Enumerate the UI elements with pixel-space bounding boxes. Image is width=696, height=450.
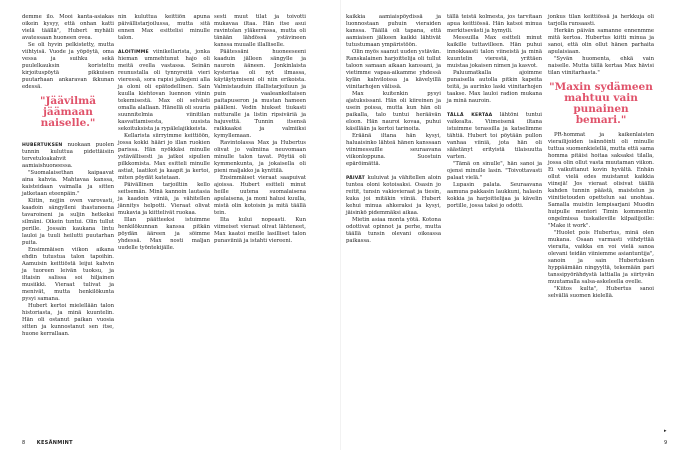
- article-paragraph: [447, 112, 542, 161]
- article-paragraph: [447, 161, 542, 182]
- article-paragraph: [548, 286, 654, 300]
- article-paragraph: [346, 49, 441, 91]
- paragraph-text: nin kuluttua keittiön apuna päivällistarjoilussa, mutta sitä ennen Max esittelisi minulle talon.: [118, 14, 210, 41]
- article-paragraph: [346, 133, 441, 168]
- article-paragraph: [22, 198, 114, 247]
- article-paragraph: [346, 91, 441, 133]
- paragraph-lead-in: ALOITIMME: [118, 50, 149, 55]
- paragraph-text: Kiitin, nojjin oven varovasti, kaadoin sängylleni ihastuneena tavaroineni ja suljin hetkeksi silmäni. Oikein tuntui. Olin tullut perille. Jossain kaukana lintu lauloi ja tuuli heilutti puutarhan puita.: [22, 198, 114, 247]
- paragraph-text: "Suomalaisethan kaipaavat aina kahvia. Mahtavaa kanssa, kaisteidaan vaimalla ja sitten jatketaan eteenpäin.": [22, 170, 114, 198]
- paragraph-text: Se oli hyvin pelkistetty, mutta viihtyisä. Vuode ja yöpöytä, oma vessa ja suihku sekä puulelkauksin koristeltu kirjoituspöytä pikkuisen puutarhaan ankaravan ikkunan edessä.: [22, 42, 114, 90]
- page-number-right: 9: [664, 440, 668, 446]
- continue-arrow-icon: ▸: [664, 428, 667, 434]
- article-paragraph: [22, 247, 114, 303]
- paragraph-text: Mietin asiaa monta yötä. Kotona odottivat opinnot ja perhe, mutta täällä tunsin olevani oikeassa paikassa.: [346, 217, 441, 244]
- pull-quote-left: "Jäävilmä jäämaan naiselle.": [39, 95, 97, 130]
- article-paragraph: [548, 14, 654, 28]
- article-column-3: [214, 14, 306, 245]
- article-paragraph: [22, 14, 114, 42]
- paragraph-lead-in: PÄIVÄT: [346, 176, 365, 181]
- article-column-6: [548, 14, 654, 300]
- article-column-5: [447, 14, 542, 210]
- article-paragraph: [447, 35, 542, 70]
- article-column-2: [118, 14, 210, 252]
- paragraph-text: kuluivat ja vähitellen aloin tuntea oloni kotoisaksi. Osasin jo reitit, tunsin vakiovieraat ja tiesin, kuka joi mitäkin viiniä. Hubert kehui minua ahkeraksi ja kysyi, jäisinkö pidemmäksi aikaa.: [346, 175, 441, 216]
- paragraph-text: Paluumatkalla ajoimme punaisella autolla pitkin kapeita teitä, ja aurinko laski viinitarhojen taakse. Max lauloi radion mukana ja minä nauroin.: [447, 70, 542, 104]
- article-paragraph: [346, 217, 441, 245]
- article-column-1: [22, 14, 114, 338]
- paragraph-gap: [118, 42, 210, 49]
- article-paragraph: [548, 132, 654, 230]
- article-paragraph: [346, 175, 441, 217]
- paragraph-text: viinikellarista, jonka hieman ummehtunut hajo oli meitä ovella vastassa. Seinän reunustalla oli tynnyreitä vieri vieressä, sora rapisi jalkojeni alla ja oloni oli epätodellinen. Sain kuulla kiehtovan luennon viinin tekemisestä. Max oli selvästi omalla alallaan. Hänellä oli suuria suunnitelmia viinitilan kasvattamisesta, uusista sekoituksista ja rypälelajikkeista.: [118, 49, 210, 132]
- paragraph-text: Päivällinen tarjoiltiin kello seitsemän. Minä kannoin lautasia ja kaadoin viiniä, ja vähitellen jännitys helpotti. Vieraat olivat mukavia ja kiittelivät ruokaa.: [118, 182, 210, 216]
- paragraph-text: Max kuitenkin pysyi ajatuksissani. Hän oli kiireinen ja usein poissa, mutta kun hän oli paikalla, talo tuntui heräävän eloon. Hän nauroi kovaa, puhui käsillään ja kertoi tarinoita.: [346, 91, 441, 132]
- article-paragraph: [214, 140, 306, 175]
- article-paragraph: [118, 133, 210, 182]
- article-paragraph: [548, 230, 654, 286]
- page-number-left: 8: [22, 440, 26, 446]
- article-paragraph: [22, 303, 114, 338]
- article-paragraph: [214, 49, 306, 140]
- article-paragraph: [447, 14, 542, 35]
- paragraph-text: Ensimmäisen viikon aikana ehdin tutustua talon tapoihin. Aamuisin keittiöstä leijui kahvin ja tuoreen leivän tuoksu, ja iltaisin salissa soi hiljainen musiikki. Vieraat tulivat ja menivät, mutta henkilökunta pysyi samana.: [22, 247, 114, 303]
- paragraph-text: Eräänä iltana hän kysyi, haluaisinko lähteä hänen kanssaan viinimessuille seuraavana viikonloppuna. Suostuin epäröimättä.: [346, 133, 441, 167]
- article-paragraph: [214, 14, 306, 49]
- paragraph-gap: [447, 105, 542, 112]
- folio-left: [22, 440, 73, 446]
- paragraph-text: Päätessäni huoneeseeni kaaduin jälleen sängylle ja nauroin ääneen. Jonkinlaista kysteriaa oli nyt ilmassa, käytäytymiseni oli niin erikoista. Valmistauduin illallistarjoiluun ja puin vaaleankeltaisen paitapuseron ja mustan hameen päälleni. Vedin hiukset tiukasti nutturalle ja listin ripsiväriä ja hajuvettä. Tunnin itsensä raikkaaksi ja valmiiksi kymyllemaan.: [214, 49, 306, 139]
- paragraph-gap: [22, 135, 114, 142]
- page-gutter: [340, 0, 341, 450]
- paragraph-text: Olin myös saanut uuden ystävän. Ranskalainen harjoittelija oli tullut taloon samaan aikaan kanssani, ja vietimme vapaa-aikamme yhdessä kylän kahviloissa ja kävelyillä viinitarhojen välissä.: [346, 49, 441, 90]
- paragraph-text: Messuilla Max esitteli minut kaikille tuttavilleen. Hän puhui innokkaasti talon viineistä ja minä kuuntelin vierestä, yrittäen muistaa jokaisen nimen ja kasvot.: [447, 35, 542, 69]
- article-paragraph: [22, 142, 114, 170]
- paragraph-text: Ravintolassa Max ja Hubertus olivat jo valmiina neuvomaan minulle talon tavat. Pöytiä oli kymmenkunta, ja jokaisella oli pieni maljakko ja kynttilä.: [214, 140, 306, 174]
- paragraph-text: Ensimmäiset vieraat saapuivat ajoissa. Hubert esitteli minut heille uutena suomalaisena apulaisena, ja moni halusi kuulla, mistä olin kotoisin ja mitä täällä tein.: [214, 175, 306, 216]
- paragraph-text: tällä teistä kolmesta, jos tarvitaan apua keittiössä. Hän katsoi minua merkitsevästi ja hymyili.: [447, 14, 542, 34]
- paragraph-text: "Huolet pois Hubertus, minä olen mukana. Osaan varmasti viihdyttää vieraita, vaikka en voi vielä sanoa olevani teidän viiniemme asiantuntija", sanoin ja sain Hubertuksen hyppäämään ningyyltä, tekemään pari tanssipyörähdystä lattialla ja siirtyvän muutamalla salsa-askeleella ovelle.: [548, 230, 654, 286]
- article-paragraph: [118, 14, 210, 42]
- article-paragraph: [118, 182, 210, 217]
- section-name: KESÄNMINT: [36, 440, 73, 446]
- paragraph-text: "Kiitos kulta", Hubertus sanoi selvällä suomen kielellä.: [548, 286, 654, 300]
- paragraph-text: demme ilo. Mooi kanta-asiakas oikein kysyy, että onhan katti vielä täällä", Hubert myhäili avatessaan huoneen ovea.: [22, 14, 114, 41]
- article-paragraph: [118, 217, 210, 252]
- paragraph-text: PR-hommat ja kaikenlaisten vierailijoiden isännöinti oli minulle tuttua suomenkielellä, mutta että sama homma pitäisi hoitaa saksaksi tilalla, jossa olin ollut vasta muutaman viikon. Ei vaikuttanut kovin hyvältä. Enhän ollut vielä edes muistanut kaikkia viinejä! Jos vieraat olisivat täällä kahden tunnin päästä, maistelun ja viinitietouden opettelun sai unohtaa. Samalla muistin lempisarjani Muodin huipulle mentori Timin kommentin ongelmissa tuskaileville kilpailijoille: "Make it work".: [548, 132, 654, 230]
- paragraph-text: "Tämä on sinulle", hän sanoi ja ojensi minulle lasin. "Toivottavasti palaat vielä.": [447, 161, 542, 181]
- paragraph-text: Kellarista siirryimme keittiöön, jossa kokki hääri jo illan ruokien parissa. Hän nyökkäsi minulle ystävällisesti ja jatkoi sipulien pilkkomista. Max esitteli minulle astiat, laatikot ja kaapit ja kertoi, miten pöydät katetaan.: [118, 133, 210, 181]
- paragraph-lead-in: TÄLLÄ KERTAA: [447, 113, 493, 118]
- paragraph-gap: [346, 168, 441, 175]
- paragraph-text: Lupasin palata. Seuraavana aamuna pakkasin laukkuni, halasin kokkia ja harjoittelijaa ja kävelin portille, jossa taksi jo odotti.: [447, 182, 542, 209]
- article-paragraph: [548, 28, 654, 56]
- paragraph-text: nuokaan puolen tunnin kuluttua pidettäisiin tervetuloakahvit aamiaishuoneessa.: [22, 142, 114, 170]
- paragraph-text: jonkus tilan keittiössä ja herkkuja oli tarjolla runsaasti.: [548, 14, 654, 27]
- article-paragraph: [548, 56, 654, 77]
- article-paragraph: [214, 217, 306, 245]
- article-paragraph: [447, 182, 542, 210]
- article-paragraph: [118, 49, 210, 133]
- paragraph-text: Illan päätteeksi istuimme henkilökunnan kanssa pitkän pöydän ääreen ja söimme yhdessä. Max nosti maljan uudelle työntekijälle.: [118, 217, 210, 251]
- paragraph-lead-in: HUBERTUKSEN: [22, 143, 63, 149]
- paragraph-text: Hubert kertoi mielellään talon historiasta, ja minä kuuntelin. Hän oli ostanut paikan vuosia sitten ja kunnostanut sen itse, huone kerrallaan.: [22, 303, 114, 338]
- paragraph-text: Ilta kului nopeasti. Kun viimeiset vieraat olivat lähteneet, Max kaatoi meille lasilliset talon punaviiniä ja istahti viereeni.: [214, 217, 306, 244]
- pull-quote-right: "Maxin sydämeen mahtuu vain punainen bemari.": [549, 81, 653, 127]
- article-paragraph: [214, 175, 306, 217]
- article-paragraph: [22, 170, 114, 198]
- paragraph-text: kaikkia aamiaispöydissä ja luonnostaan puhuin vieraiden kanssa. Täällä oli tapana, että aamiaisen jälkeen kaikki lähtivät tutustumaan ympäristöön.: [346, 14, 441, 48]
- paragraph-text: lähtöni tuntui vaikealta. Viimeisenä iltana istuimme terassilla ja katselimme tähtiä. Hubert toi pöytään pullon vanhaa viiniä, jota hän oli säästänyt erityistä tilaisuutta varten.: [447, 112, 543, 160]
- article-column-4: [346, 14, 441, 245]
- article-paragraph: [447, 70, 542, 105]
- article-paragraph: [22, 42, 114, 91]
- paragraph-text: Herkän päivän samanne ennenmme mitä kertoa. Hubertus kiitti minua ja sanoi, että olin ollut hänen parhaita apulaisiaan.: [548, 28, 654, 55]
- article-paragraph: [346, 14, 441, 49]
- paragraph-text: "Syvän huomenta, ehkä vain naiselle. Mutta tällä kertaa Max hävisi tilan viinitarhasta.": [548, 56, 654, 76]
- paragraph-text: sesti muut tilat ja toivotti mukavaa iltaa. Hän itse asui ravintolan yläkerrassa, mutta oli tänään lähdössä ystävineen kanssa muualle illalliselle.: [214, 14, 306, 48]
